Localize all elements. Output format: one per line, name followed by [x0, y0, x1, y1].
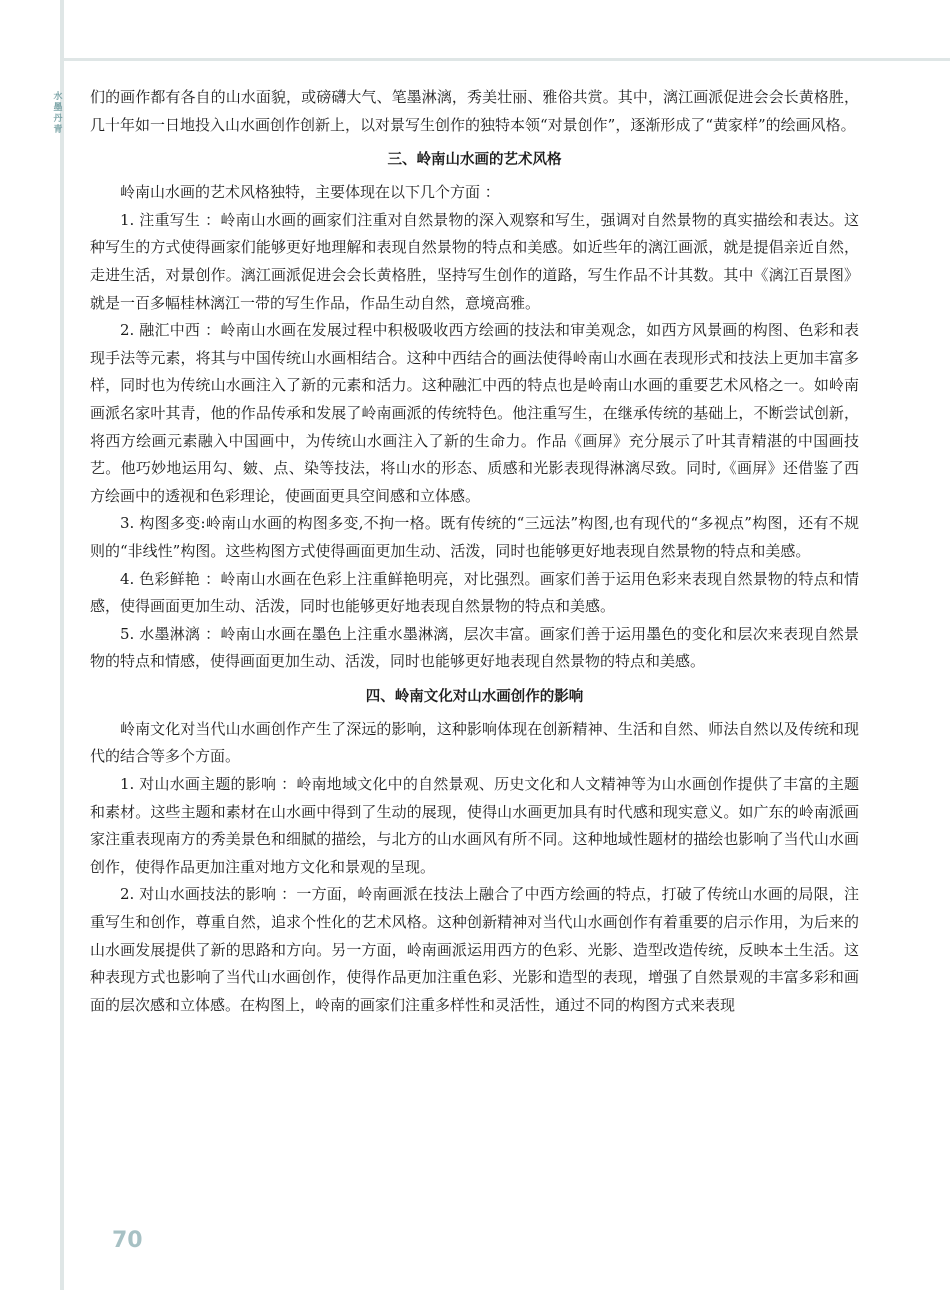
- left-margin-rule: [60, 0, 64, 1290]
- paragraph: 1. 注重写生 ：岭南山水画的画家们注重对自然景物的深入观察和写生，强调对自然景物的真实描绘和表达。这种写生的方式使得画家们能够更好地理解和表现自然景物的特点和美感。如近些年的漓江画派，就是提倡亲近自然，走进生活，对景创作。漓江画派促进会会长黄格胜，坚持写生创作的道路，写生作品不计其数。其中《漓江百景图》就是一百多幅桂林漓江一带的写生作品，作品生动自然，意境高雅。: [90, 210, 859, 312]
- paragraph: 岭南文化对当代山水画创作产生了深远的影响，这种影响体现在创新精神、生活和自然、师法自然以及传统和现代的结合等多个方面。: [90, 719, 859, 766]
- article-body: [90, 84, 859, 1019]
- section-heading-3: 三、岭南山水画的艺术风格: [387, 151, 562, 169]
- running-section-label: 水墨丹青: [53, 92, 63, 135]
- section-heading-4: 四、岭南文化对山水画创作的影响: [365, 687, 584, 705]
- paragraph: 1. 对山水画主题的影响 ：岭南地域文化中的自然景观、历史文化和人文精神等为山水画创作提供了丰富的主题和素材。这些主题和素材在山水画中得到了生动的展现，使得山水画更加具有时代感和现实意义。如广东的岭南派画家注重表现南方的秀美景色和细腻的描绘，与北方的山水画风有所不同。这种地域性题材的描绘也影响了当代山水画创作，使得作品更加注重对地方文化和景观的呈现。: [90, 775, 859, 876]
- paragraph-continued: 们的画作都有各自的山水面貌，或磅礴大气、笔墨淋漓，秀美壮丽、雅俗共赏。其中，漓江画派促进会会长黄格胜，几十年如一日地投入山水画创作创新上，以对景写生创作的独特本领“对景创作”，逐渐形成了“黄家样”的绘画风格。: [90, 88, 859, 134]
- paragraph: 5. 水墨淋漓 ：岭南山水画在墨色上注重水墨淋漓，层次丰富。画家们善于运用墨色的变化和层次来表现自然景物的特点和情感，使得画面更加生动、活泼，同时也能够更好地表现自然景物的特点和美感。: [90, 624, 859, 671]
- paragraph: 3. 构图多变:岭南山水画的构图多变,不拘一格。既有传统的“三远法”构图,也有现代的“多视点”构图，还有不规则的“非线性”构图。这些构图方式使得画面更加生动、活泼，同时也能够更好地表现自然景物的特点和美感。: [90, 514, 859, 560]
- header-rule: [64, 58, 950, 61]
- paragraph: 岭南山水画的艺术风格独特，主要体现在以下几个方面 ：: [120, 183, 500, 202]
- paragraph: 2. 融汇中西 ：岭南山水画在发展过程中积极吸收西方绘画的技法和审美观念，如西方风景画的构图、色彩和表现手法等元素，将其与中国传统山水画相结合。这种中西结合的画法使得岭南山水画在表现形式和技法上更加丰富多样，同时也为传统山水画注入了新的元素和活力。这种融汇中西的特点也是岭南山水画的重要艺术风格之一。如岭南画派名家叶其青，他的作品传承和发展了岭南画派的传统特色。他注重写生，在继承传统的基础上，不断尝试创新，将西方绘画元素融入中国画中，为传统山水画注入了新的生命力。作品《画屏》充分展示了叶其青精湛的中国画技艺。他巧妙地运用勾、皴、点、染等技法，将山水的形态、质感和光影表现得淋漓尽致。同时,《画屏》还借鉴了西方绘画中的透视和色彩理论，使画面更具空间感和立体感。: [90, 321, 859, 505]
- paragraph: 4. 色彩鲜艳 ：岭南山水画在色彩上注重鲜艳明亮，对比强烈。画家们善于运用色彩来表现自然景物的特点和情感，使得画面更加生动、活泼，同时也能够更好地表现自然景物的特点和美感。: [90, 569, 859, 616]
- page-number: 70: [112, 1228, 143, 1253]
- paragraph: 2. 对山水画技法的影响 ：一方面，岭南画派在技法上融合了中西方绘画的特点，打破了传统山水画的局限，注重写生和创作，尊重自然，追求个性化的艺术风格。这种创新精神对当代山水画创作有着重要的启示作用，为后来的山水画发展提供了新的思路和方向。另一方面，岭南画派运用西方的色彩、光影、造型改造传统，反映本土生活。这种表现方式也影响了当代山水画创作，使得作品更加注重色彩、光影和造型的表现，增强了自然景观的丰富多彩和画面的层次感和立体感。在构图上，岭南的画家们注重多样性和灵活性，通过不同的构图方式来表现: [90, 885, 859, 1014]
